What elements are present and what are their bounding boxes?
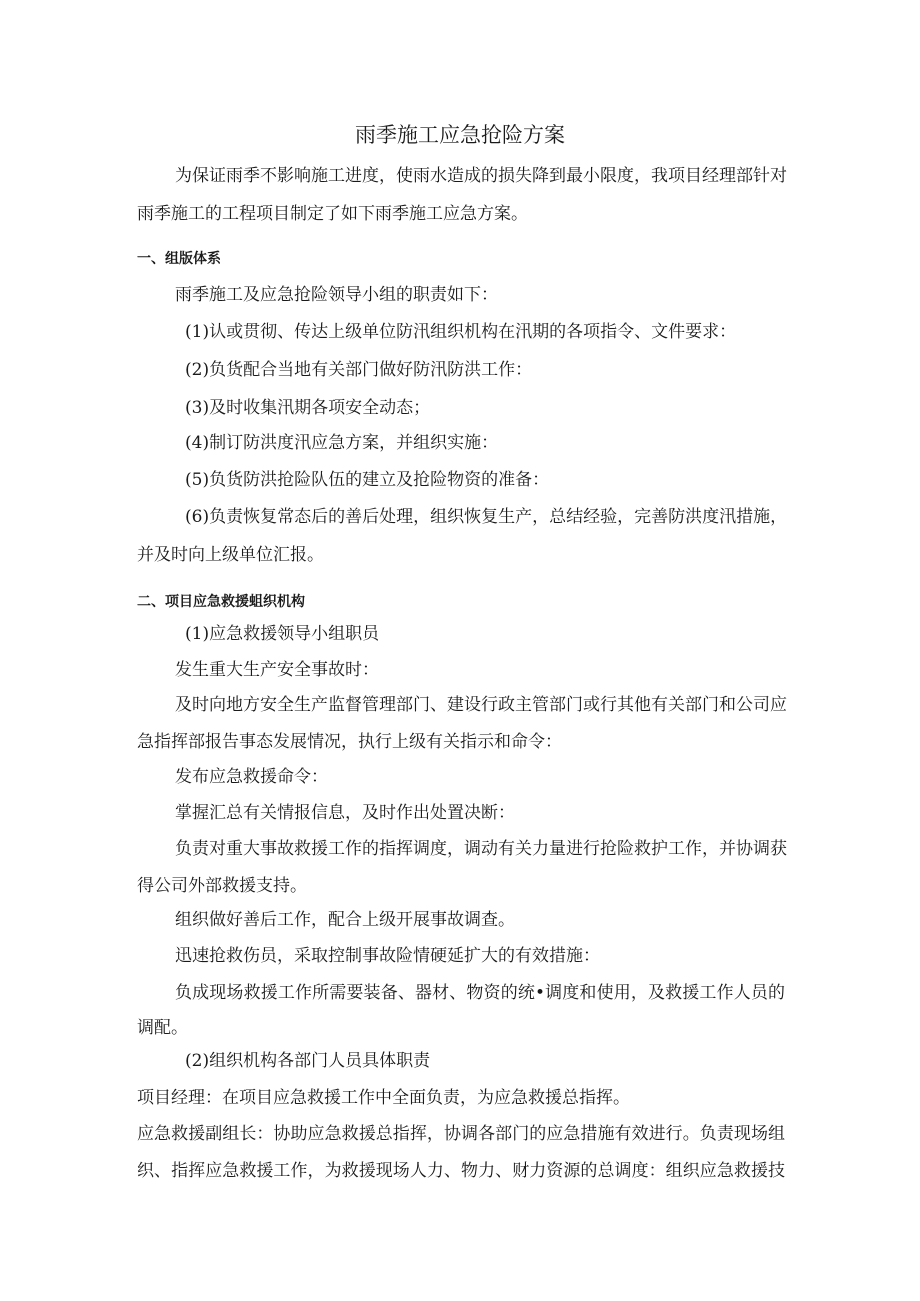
section1-lead: 雨季施工及应急抢险领导小组的职责如下： xyxy=(175,285,498,305)
section1-item-1: (1)认或贯彻、传达上级单位防汛组织机构在汛期的各项指令、文件要求： xyxy=(185,322,737,342)
section2-line-6: 负责对重大事故救援工作的指挥调度，调动有关力量进行抢险救护工作，并协调获 xyxy=(175,839,787,859)
section1-item-2: (2)负货配合当地有关部门做好防汛防洪工作： xyxy=(185,360,533,380)
section2-line-10: 负成现场救援工作所需要装备、器材、物资的统•调度和使用，及救援工作人员的 xyxy=(175,983,785,1003)
section1-item-6-cont: 并及时向上级单位汇报。 xyxy=(137,545,324,565)
section2-line-2: 及时向地方安全生产监督管理部门、建设行政主管部门或行其他有关部门和公司应 xyxy=(175,695,787,715)
role-deputy-line-2: 织、指挥应急救援工作，为救援现场人力、物力、财力资源的总调度：组织应急救援技 xyxy=(137,1161,785,1181)
section2-line-1: 发生重大生产安全事故时： xyxy=(175,660,379,680)
section2-line-5: 掌握汇总有关情报信息，及时作出处置决断： xyxy=(175,803,515,823)
section1-item-4: (4)制订防洪度汛应急方案，并组织实施： xyxy=(185,433,499,453)
section2-line-3: 急指挥部报告事态发展情况，执行上级有关指示和命令： xyxy=(137,732,562,752)
section2-line-9: 迅速抢救伤员，采取控制事故险情硬延扩大的有效措施： xyxy=(175,946,600,966)
section1-item-5: (5)负货防洪抢险队伍的建立及抢险物资的准备： xyxy=(185,470,550,490)
intro-line-2: 雨季施工的工程项目制定了如下雨季施工应急方案。 xyxy=(137,204,528,224)
section1-item-3: (3)及时收集汛期各项安全动态； xyxy=(185,398,431,418)
role-project-manager: 项目经理：在项目应急救援工作中全面负责，为应急救援总指挥。 xyxy=(137,1088,630,1108)
section2-sub1: (1)应急救援领导小组职员 xyxy=(185,624,380,644)
section2-line-4: 发布应急救援命令： xyxy=(175,767,328,787)
section2-line-11: 调配。 xyxy=(137,1018,188,1038)
role-deputy-line-1: 应急救援副组长：协助应急救援总指挥，协调各部门的应急措施有效进行。负责现场组 xyxy=(137,1124,785,1144)
section2-heading: 二、项目应急救援蛆织机构 xyxy=(137,594,305,610)
section2-line-7: 得公司外部救援支持。 xyxy=(137,876,307,896)
section2-line-8: 组织做好善后工作，配合上级开展事故调查。 xyxy=(175,910,515,930)
section1-item-6: (6)负责恢复常态后的善后处理，组织恢复生产，总结经验，完善防洪度汛措施， xyxy=(185,507,788,527)
section2-sub2: (2)组织机构各部门人员具体职责 xyxy=(185,1051,431,1071)
intro-line-1: 为保证雨季不影响施工进度，使雨水造成的损失降到最小限度，我项目经理部针对 xyxy=(175,166,787,186)
page-title: 雨季施工应急抢险方案 xyxy=(355,123,565,147)
section1-heading: 一、组版体系 xyxy=(137,251,221,267)
